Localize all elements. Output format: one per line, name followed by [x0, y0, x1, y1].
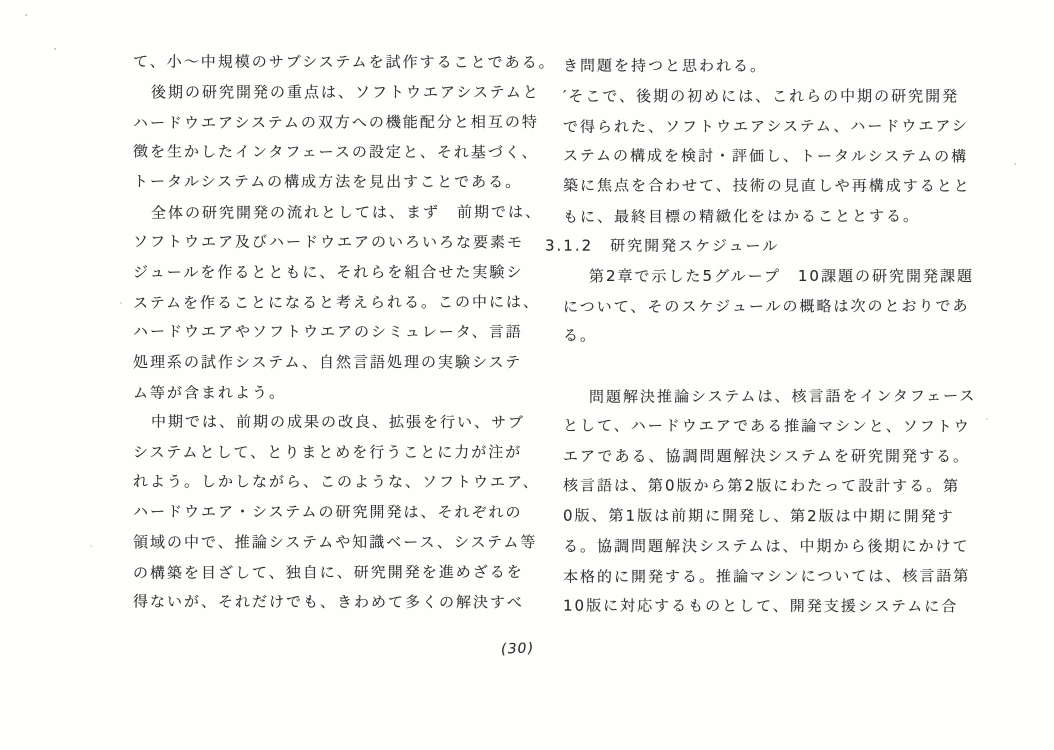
text-line: 10版に対応するものとして、開発支援システムに合 — [562, 596, 959, 616]
text-line: 全体の研究開発の流れとしては、まず 前期では、 — [150, 202, 543, 222]
text-line: 得ないが、それだけでも、きわめて多くの解決すべ — [132, 592, 524, 612]
text-line: エアである、協調問題解決システムを研究開発する。 — [563, 447, 970, 465]
right-text-column — [545, 51, 985, 621]
page-number: (30) — [499, 640, 535, 658]
text-line: の構築を目ざして、独自に、研究開発を進めざるを — [132, 562, 524, 582]
scan-speck — [120, 302, 122, 304]
text-line: 築に焦点を合わせて、技術の見直しや再構成するとと — [562, 176, 971, 195]
left-text-column — [133, 47, 563, 617]
text-line: き問題を持つと思われる。 — [562, 56, 768, 76]
text-line: 0版、第1版は前期に開発し、第2版は中期に開発す — [562, 506, 955, 526]
scan-speck — [90, 545, 92, 547]
text-line: ステムを作ることになると考えられる。この中には、 — [132, 292, 540, 312]
text-line: ム等が含まれよう。 — [132, 383, 287, 402]
text-line: ハードウエアシステムの双方への機能配分と相互の特 — [132, 112, 539, 132]
text-line: る。 — [562, 326, 598, 345]
text-line: ′そこで、後期の初めには、これらの中期の研究開発 — [563, 87, 960, 105]
text-line: で得られた、ソフトウエアシステム、ハードウエアシ — [562, 116, 969, 136]
text-line: 後期の研究開発の重点は、ソフトウエアシステムと — [151, 83, 540, 101]
scan-speck — [986, 418, 988, 420]
text-line: ソフトウエア及びハードウエアのいろいろな要素モ — [132, 232, 525, 252]
scan-speck — [25, 14, 27, 16]
text-line: として、ハードウエアである推論マシンと、ソフトウ — [562, 416, 971, 436]
text-line: 徴を生かしたインタフェースの設定と、それ基づく、 — [132, 142, 539, 162]
text-line: トータルシステムの構成方法を見出すことである。 — [132, 172, 523, 191]
text-line: システムとして、とりまとめを行うことに力が注が — [133, 443, 523, 461]
text-line: について、そのスケジュールの概略は次のとおりであ — [562, 296, 970, 316]
text-line: れよう。しかしながら、このような、ソフトウエア、 — [132, 472, 540, 491]
text-line: 中期では、前期の成果の改良、拡張を行い、サブ — [150, 412, 526, 432]
text-line: 問題解決推論システムは、核言語をインタフェース — [588, 386, 977, 406]
text-line: 処理系の試作システム、自然言語処理の実験システ — [133, 353, 523, 371]
text-line: 第2章で示した5グループ 10課題の研究開発課題 — [589, 267, 974, 285]
text-line: 3.1.2 研究開発スケジュール — [544, 236, 780, 256]
text-line: ハードウエア・システムの研究開発は、それぞれの — [132, 502, 523, 522]
scan-speck — [54, 48, 56, 50]
text-line: ステムの構成を検討・評価し、トータルシステムの構 — [562, 146, 969, 166]
text-line: ハードウエアやソフトウエアのシミュレータ、言語 — [132, 322, 523, 341]
text-line: 領域の中で、推論システムや知識ベース、システム等 — [133, 533, 538, 551]
scan-speck — [1014, 163, 1016, 165]
text-line: もに、最終目標の精緻化をはかることとする。 — [562, 206, 921, 226]
text-line: 本格的に開発する。推論マシンについては、核言語第 — [562, 566, 971, 586]
text-line: ジュールを作るとともに、それらを組合せた実験シ — [133, 263, 524, 281]
text-line: 核言語は、第0版から第2版にわたって設計する。第 — [562, 476, 961, 495]
text-line — [545, 351, 985, 381]
text-line: る。協調問題解決システムは、中期から後期にかけて — [563, 537, 970, 555]
text-line: て、小〜中規模のサブシステムを試作することである。 — [132, 52, 556, 72]
